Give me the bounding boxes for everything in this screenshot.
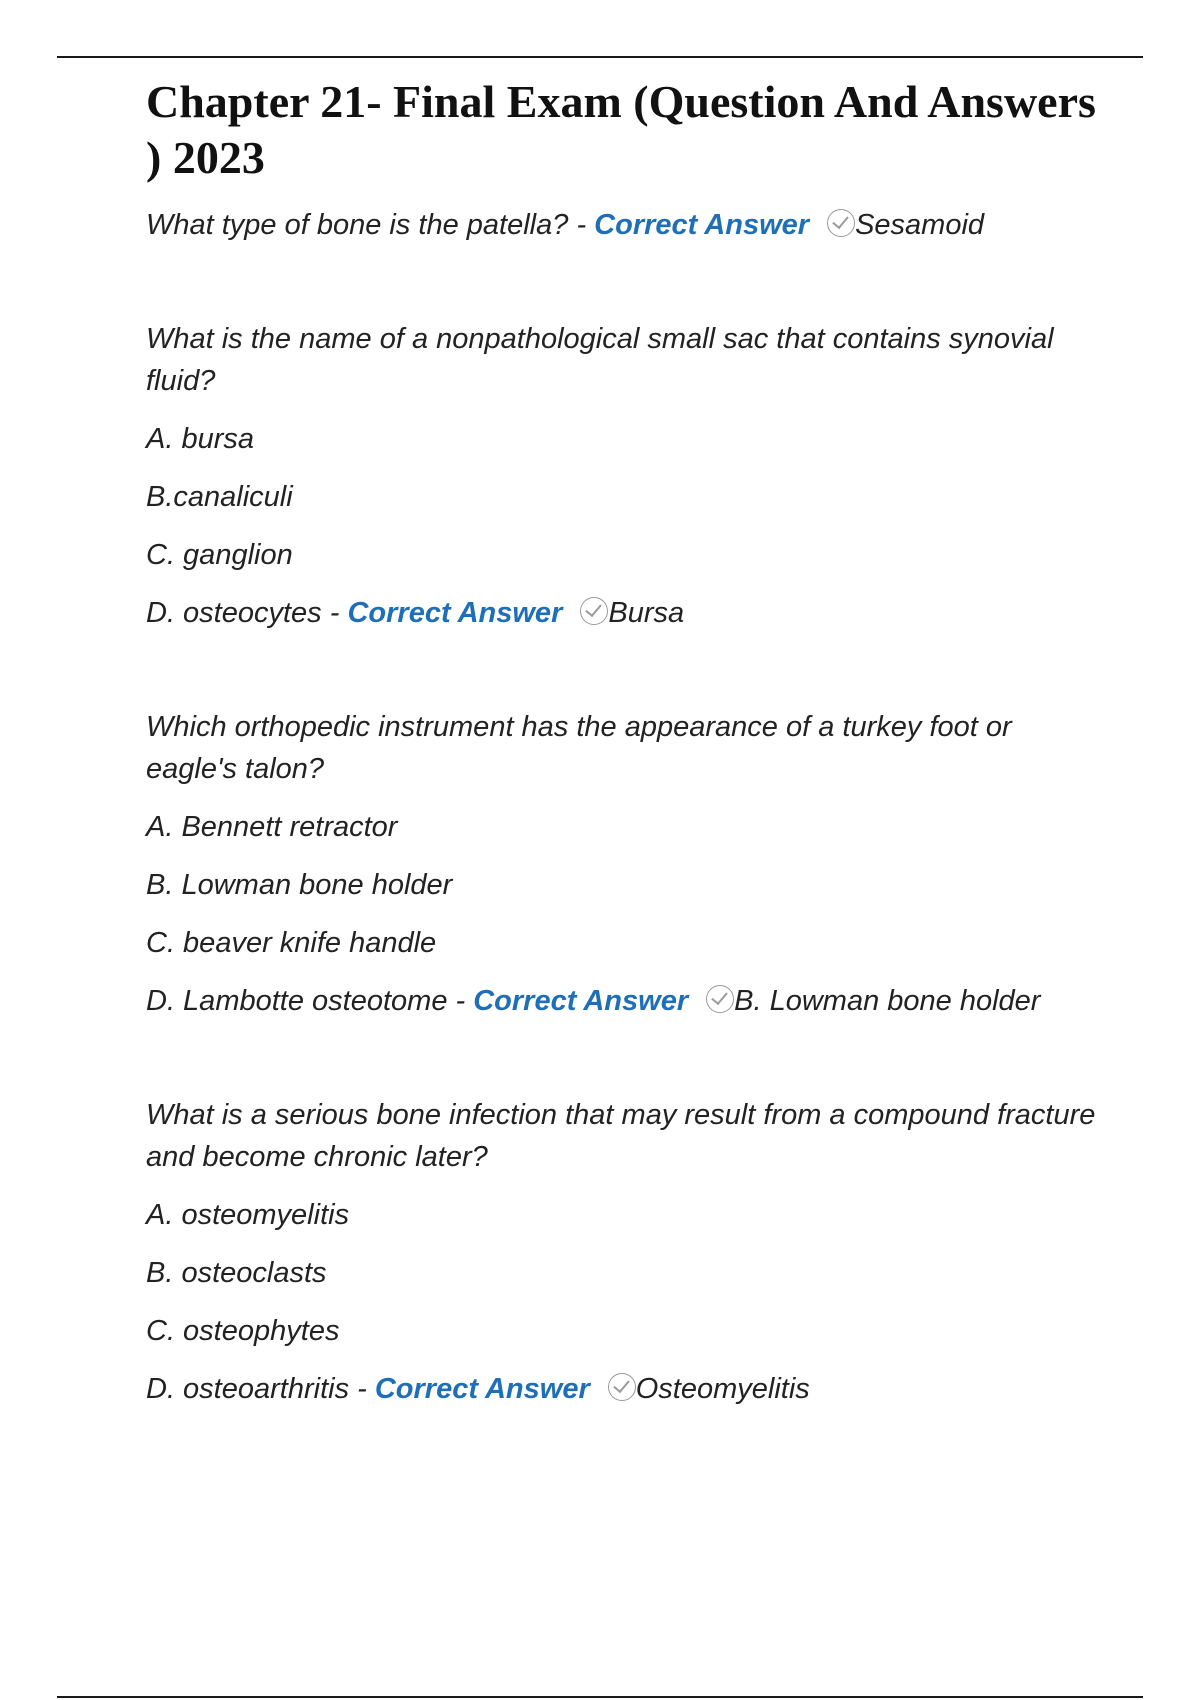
option-d: D. osteocytes <box>146 597 322 629</box>
document-title: Chapter 21- Final Exam (Question And Answers ) 2023 <box>146 76 1096 183</box>
question-block-4 <box>146 1094 1096 1410</box>
section-gap <box>146 246 1096 318</box>
option-a: A. Bennett retractor <box>146 811 398 843</box>
document-body <box>146 74 1096 1410</box>
correct-answer-label: Correct Answer <box>594 209 810 241</box>
section-gap <box>146 1022 1096 1094</box>
separator: - <box>447 985 474 1017</box>
separator: - <box>321 597 348 629</box>
question-text: What type of bone is the patella? <box>146 209 569 241</box>
option-d-with-answer <box>146 980 1096 1022</box>
question-block-3 <box>146 706 1096 1022</box>
correct-answer-label: Correct Answer <box>473 985 689 1017</box>
option-b: B. Lowman bone holder <box>146 869 453 901</box>
question-block-1 <box>146 204 1096 246</box>
check-circle-icon <box>827 209 855 237</box>
answer-text: B. Lowman bone holder <box>734 985 1041 1017</box>
check-circle-icon <box>706 985 734 1013</box>
correct-answer-label: Correct Answer <box>347 597 563 629</box>
option-c: C. ganglion <box>146 539 293 571</box>
option-a: A. bursa <box>146 423 254 455</box>
question-line <box>146 204 1096 246</box>
option-d: D. Lambotte osteotome <box>146 985 448 1017</box>
option-c: C. osteophytes <box>146 1315 340 1347</box>
bottom-rule <box>57 1696 1143 1698</box>
question-block-2 <box>146 318 1096 634</box>
separator: - <box>568 209 595 241</box>
answer-text: Bursa <box>608 597 685 629</box>
answer-text: Osteomyelitis <box>635 1373 810 1405</box>
check-circle-icon <box>580 597 608 625</box>
question-text: What is the name of a nonpathological small sac that contains synovial fluid? <box>146 323 1054 397</box>
correct-answer-label: Correct Answer <box>374 1373 590 1405</box>
option-b: B. osteoclasts <box>146 1257 327 1289</box>
option-d-with-answer <box>146 1368 1096 1410</box>
separator: - <box>349 1373 375 1405</box>
option-a: A. osteomyelitis <box>146 1199 350 1231</box>
question-text: Which orthopedic instrument has the appearance of a turkey foot or eagle's talon? <box>146 711 1012 785</box>
top-rule <box>57 56 1143 58</box>
section-gap <box>146 634 1096 706</box>
option-d-with-answer <box>146 592 1096 634</box>
option-c: C. beaver knife handle <box>146 927 437 959</box>
check-circle-icon <box>608 1373 636 1401</box>
question-text: What is a serious bone infection that may result from a compound fracture and become chronic later? <box>146 1099 1096 1173</box>
option-d: D. osteoarthritis <box>146 1373 350 1405</box>
option-b: B.canaliculi <box>146 481 293 513</box>
answer-text: Sesamoid <box>855 209 985 241</box>
